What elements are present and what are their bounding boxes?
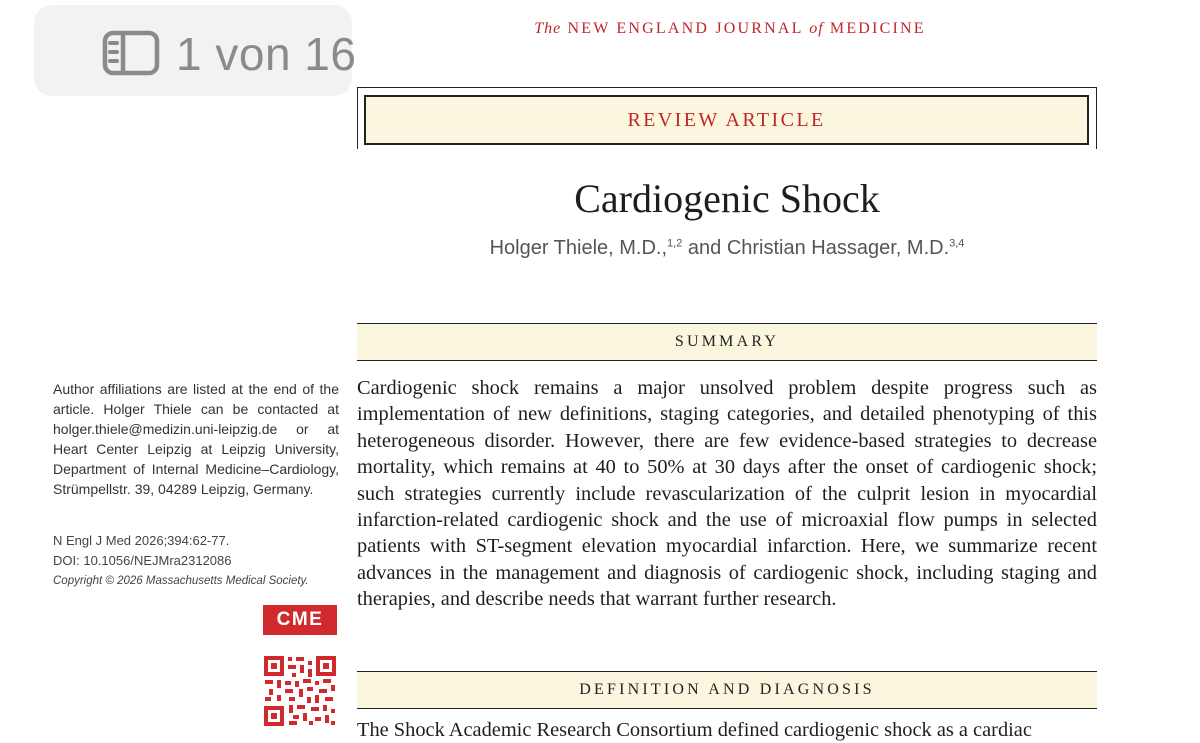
sidebar-icon[interactable] bbox=[102, 30, 160, 76]
definition-heading: DEFINITION AND DIAGNOSIS bbox=[357, 671, 1097, 709]
article-type-label: REVIEW ARTICLE bbox=[627, 108, 826, 131]
journal-citation: N Engl J Med 2026;394:62-77. bbox=[53, 533, 230, 548]
article-type-banner bbox=[364, 95, 1089, 145]
copyright-notice: Copyright © 2026 Massachusetts Medical Society. bbox=[53, 575, 309, 587]
doi-link[interactable]: DOI: 10.1056/NEJMra2312086 bbox=[53, 553, 232, 568]
qr-code-icon[interactable] bbox=[263, 655, 337, 727]
article-title: Cardiogenic Shock bbox=[574, 176, 880, 221]
summary-paragraph: Cardiogenic shock remains a major unsolved problem despite progress such as implementation of new definitions, staging categories, and detailed phenotyping of this heterogeneous disorder. However, there are few evidence-based strategies to decrease mortality, which remains at 40 to 50% at 30 days after the onset of cardiogenic shock; such strategies currently include revascularization of the culprit lesion in myocardial infarction-related cardiogenic shock and the use of microaxial flow pumps in selected patients with ST-segment elevation myocardial infarction. Here, we summarize recent advances in the management and diagnosis of cardiogenic shock, including staging and therapies, and describe needs that warrant further research. bbox=[357, 377, 1097, 611]
cme-badge[interactable]: CME bbox=[263, 605, 337, 635]
journal-masthead: The NEW ENGLAND JOURNAL of MEDICINE bbox=[534, 20, 926, 37]
author-line: Holger Thiele, M.D.,$^{1,2}$ and Christian Hassager, M.D.$^{3,4}$ bbox=[489, 237, 965, 259]
author-affiliation-note: Author affiliations are listed at the end of the article. Holger Thiele can be contacted at holger.thiele@medizin.uni-leipzig.de or at Heart Center Leipzig at Leipzig University, Department of Internal Medicine–Cardiology, Strümpellstr. 39, 04289 Leipzig, Germany. bbox=[53, 381, 339, 497]
body-text-truncated: The Shock Academic Research Consortium defined cardiogenic shock as a cardiac bbox=[357, 719, 1032, 741]
summary-heading: SUMMARY bbox=[357, 323, 1097, 361]
page-counter: 1 von 16 bbox=[176, 28, 357, 80]
page-indicator[interactable] bbox=[34, 5, 357, 96]
